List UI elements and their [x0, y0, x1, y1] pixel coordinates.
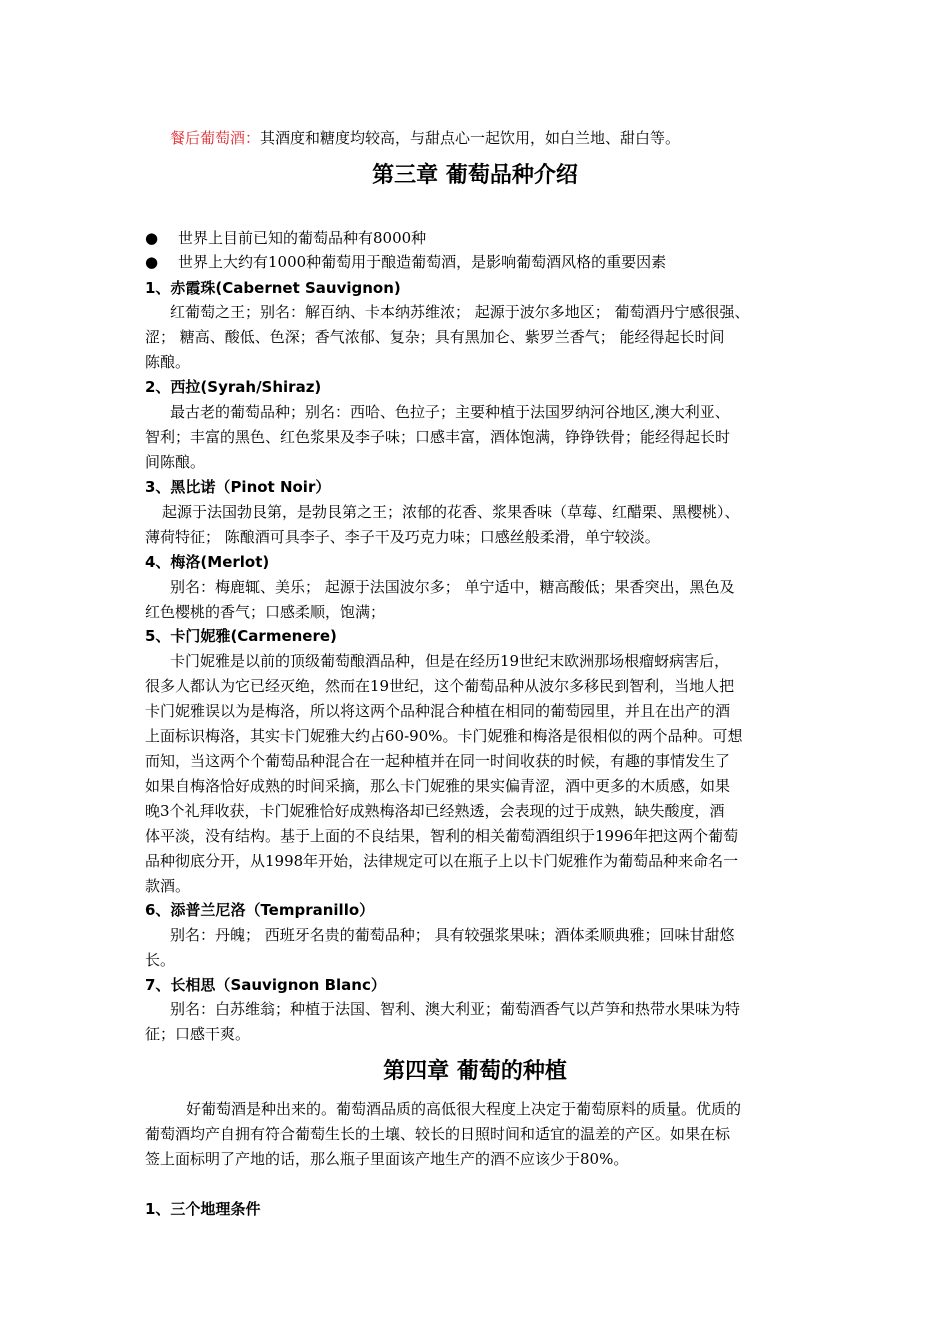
variety-heading: 6、添普兰尼洛（Tempranillo）: [145, 901, 375, 919]
intro-line: [170, 126, 810, 150]
variety-heading: 2、西拉(Syrah/Shiraz): [145, 378, 322, 396]
variety-heading: 1、赤霞珠(Cabernet Sauvignon): [145, 279, 401, 297]
variety-line: 红色樱桃的香气；口感柔顺，饱满；: [145, 603, 386, 621]
variety-line: 薄荷特征； 陈酿酒可具李子、李子干及巧克力味；口感丝般柔滑，单宁较淡。: [145, 528, 660, 546]
variety-heading: 7、长相思（Sauvignon Blanc）: [145, 976, 386, 994]
intro-label: 餐后葡萄酒：: [170, 129, 261, 147]
intro-text: 其酒度和糖度均较高，与甜点心一起饮用，如白兰地、甜白等。: [260, 129, 681, 147]
variety-line: 陈酿。: [145, 353, 191, 371]
variety-line: 上面标识梅洛，其实卡门妮雅大约占60-90%。卡门妮雅和梅洛是很相似的两个品种。可想: [145, 727, 743, 745]
variety-line: 而知，当这两个个葡萄品种混合在一起种植并在同一时间收获的时候，有趣的事情发生了: [145, 752, 731, 770]
variety-line: 红葡萄之王；别名：解百纳、卡本纳苏维浓； 起源于波尔多地区； 葡萄酒丹宁感很强、: [170, 303, 750, 321]
chapter4-line: 葡萄酒均产自拥有符合葡萄生长的土壤、较长的日照时间和适宜的温差的产区。如果在标: [145, 1125, 731, 1143]
variety-line: 如果自梅洛恰好成熟的时间采摘，那么卡门妮雅的果实偏青涩，酒中更多的木质感，如果: [145, 777, 731, 795]
variety-line: 体平淡，没有结构。基于上面的不良结果，智利的相关葡萄酒组织于1996年把这两个葡萄: [145, 827, 739, 845]
chapter4-title: 第四章 葡萄的种植: [383, 1059, 567, 1084]
variety-line: 很多人都认为它已经灭绝，然而在19世纪，这个葡萄品种从波尔多移民到智利，当地人把: [145, 677, 735, 695]
bullet-icon: ●: [145, 229, 159, 247]
variety-line: 卡门妮雅误以为是梅洛，所以将这两个品种混合种植在相同的葡萄园里，并且在出产的酒: [145, 702, 731, 720]
variety-line: 涩； 糖高、酸低、色深；香气浓郁、复杂；具有黑加仑、紫罗兰香气； 能经得起长时间: [145, 328, 725, 346]
bullet-item: 世界上目前已知的葡萄品种有8000种: [178, 229, 427, 247]
variety-line: 最古老的葡萄品种；别名：西哈、色拉子；主要种植于法国罗纳河谷地区,澳大利亚、: [170, 403, 730, 421]
variety-heading: 5、卡门妮雅(Carmenere): [145, 627, 337, 645]
chapter4-subheading: 1、三个地理条件: [145, 1200, 261, 1218]
variety-line: 别名：梅鹿辄、美乐； 起源于法国波尔多； 单宁适中，糖高酸低；果香突出，黑色及: [170, 578, 735, 596]
variety-line: 款酒。: [145, 877, 191, 895]
variety-line: 品种彻底分开，从1998年开始，法律规定可以在瓶子上以卡门妮雅作为葡萄品种来命名一: [145, 852, 739, 870]
bullet-item: 世界上大约有1000种葡萄用于酿造葡萄酒，是影响葡萄酒风格的重要因素: [178, 253, 667, 271]
variety-heading: 4、梅洛(Merlot): [145, 553, 270, 571]
variety-line: 卡门妮雅是以前的顶级葡萄酿酒品种，但是在经历19世纪末欧洲那场根瘤蚜病害后，: [170, 652, 730, 670]
variety-line: 别名：白苏维翁；种植于法国、智利、澳大利亚；葡萄酒香气以芦笋和热带水果味为特: [170, 1000, 741, 1018]
variety-line: 长。: [145, 951, 176, 969]
variety-line: 晚3个礼拜收获，卡门妮雅恰好成熟梅洛却已经熟透，会表现的过于成熟，缺失酸度，酒: [145, 802, 725, 820]
variety-line: 起源于法国勃艮第，是勃艮第之王；浓郁的花香、浆果香味（草莓、红醋栗、黑樱桃）、: [162, 503, 740, 521]
chapter4-line: 签上面标明了产地的话，那么瓶子里面该产地生产的酒不应该少于80%。: [145, 1150, 629, 1168]
chapter3-title: 第三章 葡萄品种介绍: [372, 163, 578, 188]
variety-heading: 3、黑比诺（Pinot Noir）: [145, 478, 331, 496]
variety-line: 别名：丹魄； 西班牙名贵的葡萄品种； 具有较强浆果味；酒体柔顺典雅；回味甘甜悠: [170, 926, 735, 944]
variety-line: 间陈酿。: [145, 453, 206, 471]
bullet-icon: ●: [145, 253, 159, 271]
variety-line: 征；口感干爽。: [145, 1025, 251, 1043]
chapter4-line: 好葡萄酒是种出来的。葡萄酒品质的高低很大程度上决定于葡萄原料的质量。优质的: [186, 1100, 742, 1118]
variety-line: 智利；丰富的黑色、红色浆果及李子味；口感丰富，酒体饱满，铮铮铁骨；能经得起长时: [145, 428, 731, 446]
